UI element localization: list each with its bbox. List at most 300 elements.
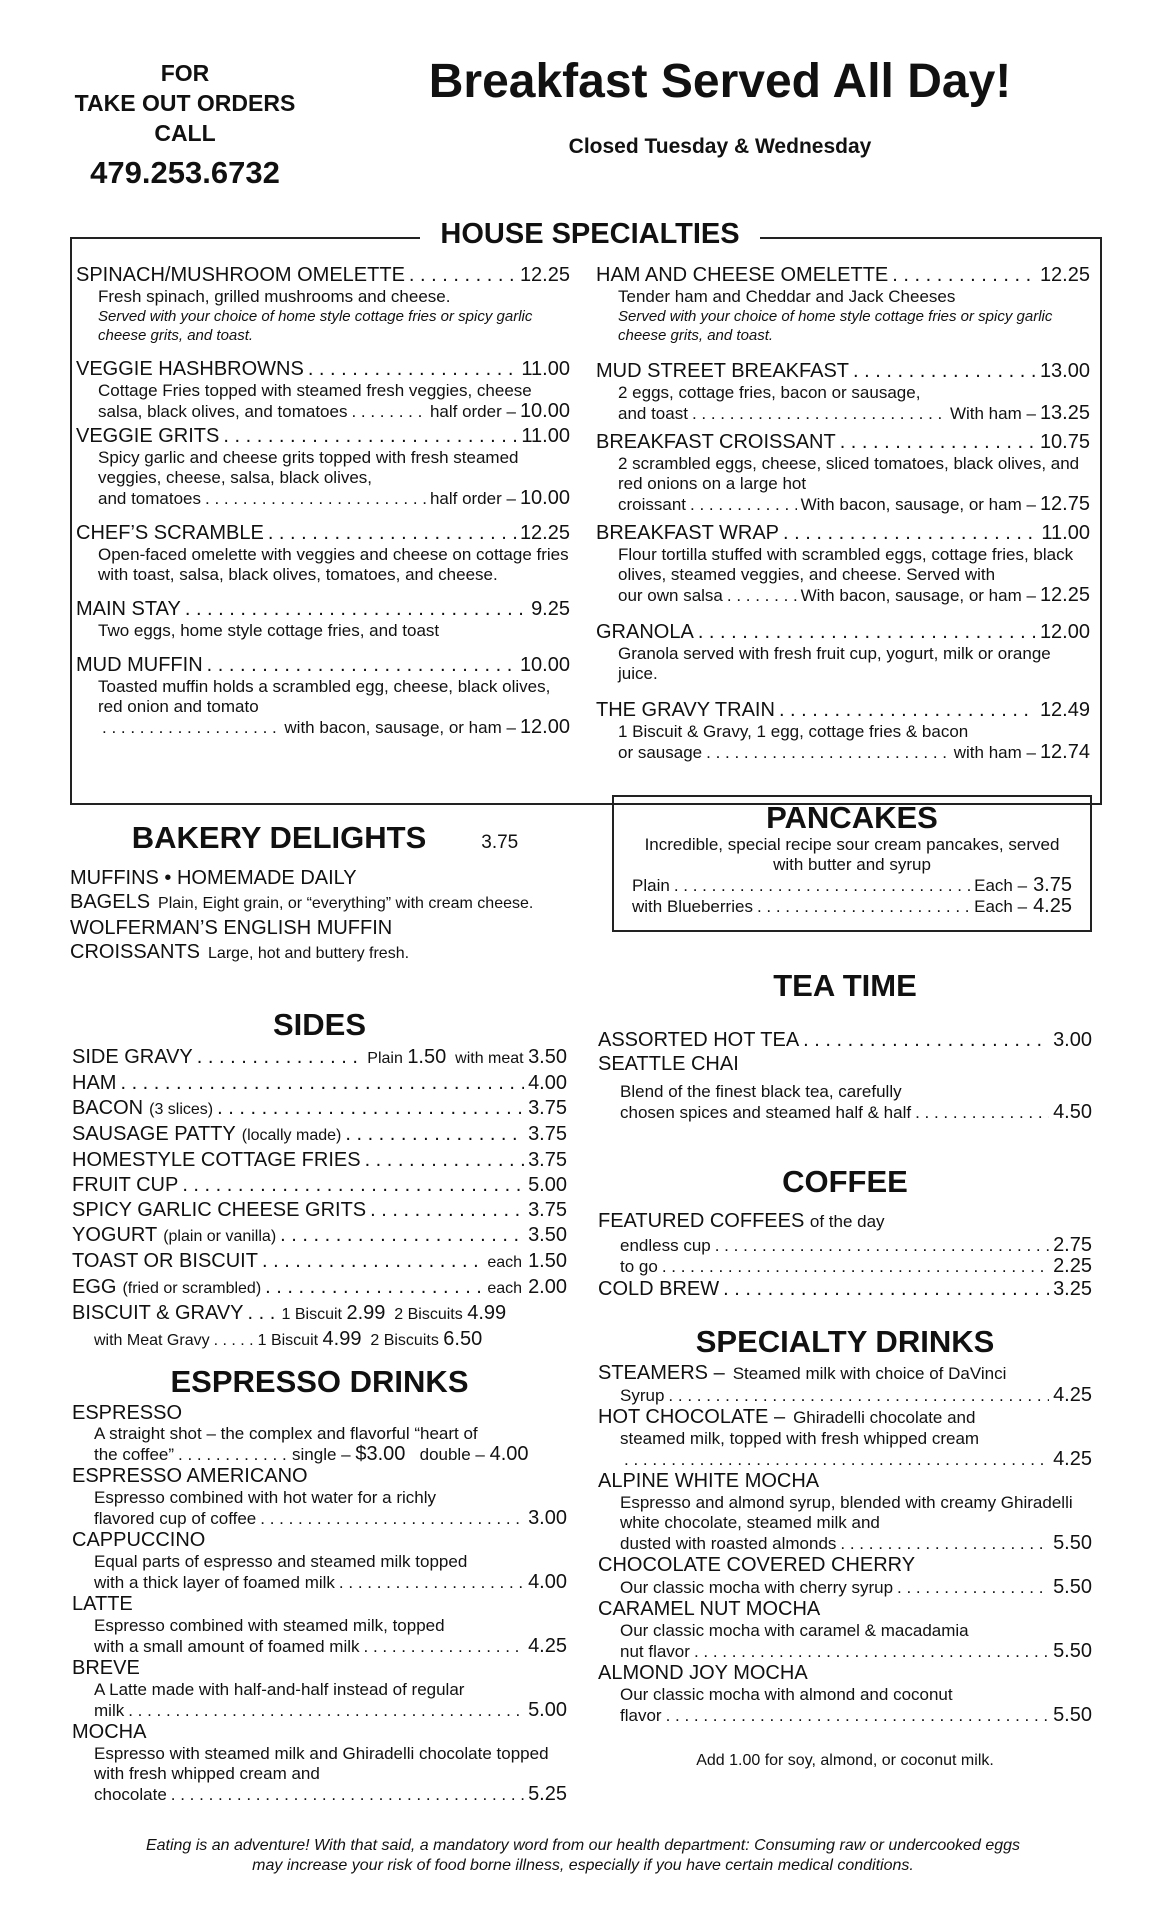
leader-dots (779, 698, 1036, 722)
side-gravy-meat-label: with meat (455, 1050, 524, 1067)
hot-tea-row (598, 1028, 1092, 1052)
specialty-drink-name: ALPINE WHITE MOCHA (598, 1470, 820, 1492)
leader-dots (223, 424, 517, 448)
espresso-drink-desc: Espresso combined with hot water for a richly (94, 1488, 437, 1507)
leader-dots (370, 1198, 524, 1223)
bakery-title: BAKERY DELIGHTS (131, 820, 427, 855)
menu-item (76, 521, 570, 585)
side-price: 1.50 (528, 1250, 567, 1272)
leader-dots (265, 1275, 483, 1300)
takeout-info (60, 58, 310, 192)
side-name (72, 1173, 178, 1198)
pancake-row (632, 896, 1072, 917)
specialty-drink (598, 1362, 1092, 1406)
bakery-item (70, 916, 580, 940)
menu-item (76, 424, 570, 509)
side-gravy-plain-price: 1.50 (407, 1046, 447, 1068)
chai-desc1: Blend of the finest black tea, carefully (620, 1082, 902, 1101)
specialty-drink-price-row (598, 1449, 1092, 1470)
option-text: With ham – (949, 404, 1036, 423)
leader-dots (409, 263, 516, 287)
cold-brew-price: 3.25 (1053, 1278, 1092, 1300)
side-qualifier: (plain or vanilla) (163, 1228, 277, 1245)
leader-dots (666, 1705, 1049, 1726)
featured-coffee-qual: of the day (809, 1212, 885, 1231)
option-price: 12.00 (519, 716, 570, 738)
leader-dots (262, 1249, 483, 1274)
menu-item-desc: Granola served with fresh fruit cup, yogurt, milk or orange juice. (618, 644, 1051, 683)
coffee-section (598, 1162, 1092, 1301)
specialty-drink-price-row (598, 1577, 1092, 1598)
option-label: and tomatoes (98, 489, 202, 508)
leader-dots (840, 1533, 1049, 1554)
bakery-item-detail: Large, hot and buttery fresh. (208, 945, 410, 962)
leader-dots (624, 1449, 1049, 1470)
side-name-text: BACON (72, 1097, 144, 1119)
option-price: 10.00 (519, 400, 570, 422)
espresso-drink-desc2: chocolate (94, 1785, 167, 1804)
espresso-drink-price-row (72, 1700, 567, 1721)
side-row (72, 1096, 567, 1122)
leader-dots (692, 403, 946, 424)
specialty-drink (598, 1470, 1092, 1554)
biscuit-one-label: 1 Biscuit (281, 1306, 342, 1323)
specialty-drink-name: HOT CHOCOLATE – (598, 1406, 786, 1428)
side-each: each (487, 1280, 523, 1297)
menu-item-desc: 2 eggs, cottage fries, bacon or sausage, (618, 383, 921, 402)
espresso-desc2: the coffee” (94, 1445, 175, 1464)
menu-item (76, 653, 570, 738)
espresso-single-label: single – (292, 1445, 351, 1464)
option-text: with ham – (953, 743, 1036, 762)
side-name-text: FRUIT CUP (72, 1174, 179, 1196)
meat-gravy-one-label: 1 Biscuit (257, 1332, 319, 1349)
specialty-drink-price: 4.25 (1053, 1384, 1092, 1406)
to-go-price: 2.25 (1053, 1255, 1092, 1277)
specialty-drink-price-row (598, 1385, 1092, 1406)
hot-tea-name: ASSORTED HOT TEA (598, 1029, 800, 1051)
endless-cup-price: 2.75 (1053, 1234, 1092, 1256)
specialty-drink-desc: Our classic mocha with caramel & macadamia (620, 1621, 969, 1640)
espresso-drink-price: 4.00 (528, 1571, 567, 1593)
specialty-drink-desc: Espresso and almond syrup, blended with creamy Ghiradelli white chocolate, steamed milk and (620, 1493, 1073, 1532)
menu-item (596, 521, 1090, 606)
menu-item-name: THE GRAVY TRAIN (596, 699, 775, 721)
meat-gravy-one-price: 4.99 (322, 1328, 362, 1350)
specialty-drink-price-row (598, 1705, 1092, 1726)
menu-item-desc: 2 scrambled eggs, cheese, sliced tomatoes, black olives, and red onions on a large hot (618, 454, 1080, 493)
menu-item-note: Served with your choice of home style cottage fries or spicy garlic cheese grits, and toast. (98, 308, 533, 344)
specialty-drink (598, 1662, 1092, 1726)
leader-dots (364, 1636, 525, 1657)
side-price: 3.75 (528, 1149, 567, 1171)
side-name-text: HAM (72, 1072, 117, 1094)
endless-cup-name: endless cup (620, 1236, 711, 1255)
side-name-text: YOGURT (72, 1224, 158, 1246)
side-row (72, 1223, 567, 1249)
specialty-drink-name: CARAMEL NUT MOCHA (598, 1598, 821, 1620)
specialty-list (598, 1362, 1092, 1726)
house-right-column (596, 263, 1090, 763)
bakery-list (70, 866, 580, 966)
specialty-drink-desc: steamed milk, topped with fresh whipped cream (620, 1429, 980, 1448)
espresso-drink-price-row (72, 1784, 567, 1805)
side-price: 3.75 (528, 1097, 567, 1119)
bakery-price: 3.75 (481, 832, 519, 853)
espresso-section (72, 1362, 567, 1805)
menu-item (76, 357, 570, 422)
menu-item-price: 13.00 (1039, 360, 1090, 382)
leader-dots (308, 357, 518, 381)
health-warning-line2: may increase your risk of food borne illness, especially if you have certain medical conditions. (252, 1857, 914, 1874)
menu-item-option (76, 488, 570, 509)
menu-item-note: Served with your choice of home style cottage fries or spicy garlic cheese grits, and toast. (618, 308, 1053, 344)
specialty-drink-inline: Steamed milk with choice of DaVinci (732, 1364, 1007, 1383)
specialty-drink-name: STEAMERS – (598, 1362, 725, 1384)
espresso-drink (72, 1593, 567, 1657)
chai-name: SEATTLE CHAI (598, 1053, 739, 1075)
leader-dots (365, 1148, 525, 1173)
pancake-list (632, 875, 1072, 917)
leader-dots (897, 1577, 1049, 1598)
option-price: 12.75 (1039, 493, 1090, 515)
specialty-drink-header (598, 1662, 1092, 1685)
side-name (72, 1198, 366, 1223)
option-price: 13.25 (1039, 402, 1090, 424)
side-name-text: TOAST OR BISCUIT (72, 1250, 258, 1272)
biscuit-gravy-name: BISCUIT & GRAVY (72, 1302, 244, 1324)
side-row (72, 1198, 567, 1223)
menu-item-desc: 1 Biscuit & Gravy, 1 egg, cottage fries & bacon (618, 722, 969, 741)
hot-tea-price: 3.00 (1053, 1029, 1092, 1051)
specialty-drink-name: ALMOND JOY MOCHA (598, 1662, 808, 1684)
menu-item-row (596, 698, 1090, 722)
menu-item (76, 263, 570, 345)
side-gravy-row (72, 1045, 567, 1071)
option-text: With bacon, sausage, or ham – (800, 586, 1036, 605)
side-qualifier: (3 slices) (149, 1101, 214, 1118)
espresso-drink-desc2: milk (94, 1701, 125, 1720)
specialty-drink-header (598, 1470, 1092, 1493)
menu-item-option (596, 585, 1090, 606)
specialty-drink-header (598, 1362, 1092, 1385)
leader-dots (757, 896, 970, 917)
option-label: or sausage (618, 743, 703, 762)
side-qualifier: (fried or scrambled) (122, 1280, 262, 1297)
specialty-drink-desc2: flavor (620, 1706, 662, 1725)
espresso-drink-desc2: flavored cup of coffee (94, 1509, 257, 1528)
espresso-list (72, 1465, 567, 1805)
phone-number[interactable]: 479.253.6732 (90, 155, 280, 190)
specialty-drink-header (598, 1554, 1092, 1577)
espresso-drink (72, 1721, 567, 1805)
menu-item (596, 620, 1090, 684)
specialty-drink-price: 5.50 (1053, 1704, 1092, 1726)
espresso-desc1: A straight shot – the complex and flavorful “heart of (94, 1424, 478, 1443)
side-price: 5.00 (528, 1174, 567, 1196)
espresso-drink (72, 1529, 567, 1593)
specialty-title: SPECIALTY DRINKS (695, 1324, 995, 1359)
side-gravy-plain-label: Plain (367, 1050, 403, 1067)
menu-item-name: VEGGIE HASHBROWNS (76, 358, 304, 380)
pancake-each: Each – (974, 876, 1028, 895)
pancake-name: with Blueberries (632, 897, 753, 916)
menu-item-price: 10.00 (519, 654, 570, 676)
biscuit-two-label: 2 Biscuits (394, 1306, 463, 1323)
specialty-drink-desc: Our classic mocha with almond and coconut (620, 1685, 953, 1704)
tea-section (598, 966, 1092, 1123)
side-row (72, 1071, 567, 1096)
meat-gravy-two-price: 6.50 (443, 1328, 483, 1350)
health-warning-line1: Eating is an adventure! With that said, a mandatory word from our health department: Consuming raw or undercooked eggs (145, 1837, 1021, 1854)
leader-dots (853, 359, 1036, 383)
leader-dots (783, 521, 1037, 545)
side-name (72, 1223, 276, 1249)
side-each: each (487, 1254, 523, 1271)
menu-item-desc: Spicy garlic and cheese grits topped with fresh steamed veggies, cheese, salsa, black olives, (98, 448, 519, 487)
bakery-item-name: MUFFINS • HOMEMADE DAILY (70, 867, 357, 889)
menu-item (596, 698, 1090, 763)
menu-item-row (76, 424, 570, 448)
pancake-row (632, 875, 1072, 896)
espresso-single-price: $3.00 (355, 1443, 406, 1465)
espresso-drink-name: MOCHA (72, 1721, 147, 1743)
menu-item-price: 10.75 (1039, 431, 1090, 453)
pancakes-desc: Incredible, special recipe sour cream pancakes, served with butter and syrup (644, 835, 1060, 874)
health-warning (40, 1836, 1126, 1876)
side-name-text: EGG (72, 1276, 117, 1298)
featured-coffee (598, 1208, 1092, 1235)
takeout-line2: TAKE OUT ORDERS (74, 90, 296, 116)
leader-dots (128, 1700, 524, 1721)
leader-dots (280, 1223, 524, 1248)
espresso-drink (72, 1465, 567, 1529)
leader-dots (694, 1641, 1049, 1662)
menu-item-price: 11.00 (521, 425, 570, 447)
menu-item-name: CHEF’S SCRAMBLE (76, 522, 264, 544)
specialty-drink (598, 1598, 1092, 1662)
leader-dots (727, 585, 797, 606)
biscuit-two-price: 4.99 (467, 1302, 507, 1324)
specialty-drink-price-row (598, 1533, 1092, 1554)
menu-item-desc: Cottage Fries topped with steamed fresh veggies, cheese (98, 381, 532, 400)
menu-item-desc: Open-faced omelette with veggies and cheese on cottage fries with toast, salsa, black olives, tomatoes, and cheese. (98, 545, 569, 584)
cold-brew-name: COLD BREW (598, 1278, 720, 1300)
leader-dots (171, 1784, 524, 1805)
leader-dots (102, 717, 280, 738)
side-price: 3.50 (528, 1224, 567, 1246)
espresso-double-price: 4.00 (489, 1443, 529, 1465)
bakery-item-name: CROISSANTS (70, 941, 201, 963)
menu-item (596, 359, 1090, 424)
bakery-item (70, 866, 580, 890)
menu-item-name: SPINACH/MUSHROOM OMELETTE (76, 264, 405, 286)
menu-item-name: BREAKFAST CROISSANT (596, 431, 836, 453)
menu-item-name: MUD STREET BREAKFAST (596, 360, 850, 382)
side-name-text: SPICY GARLIC CHEESE GRITS (72, 1199, 367, 1221)
sides-list (72, 1071, 567, 1301)
side-name-text: HOMESTYLE COTTAGE FRIES (72, 1149, 361, 1171)
menu-item-row (596, 620, 1090, 644)
menu-item-name: MAIN STAY (76, 598, 181, 620)
closed-days: Closed Tuesday & Wednesday (568, 135, 872, 158)
espresso-double-label: double – (419, 1445, 485, 1464)
espresso-drink-desc2: with a thick layer of foamed milk (94, 1573, 335, 1592)
side-gravy-name: SIDE GRAVY (72, 1046, 193, 1068)
pancakes-box (612, 795, 1092, 932)
specialty-drink-inline: Ghiradelli chocolate and (793, 1408, 976, 1427)
milk-note: Add 1.00 for soy, almond, or coconut milk. (696, 1752, 994, 1769)
menu-item-row (76, 597, 570, 621)
menu-item-row (596, 430, 1090, 454)
specialty-drink-desc2: dusted with roasted almonds (620, 1534, 837, 1553)
espresso-item (72, 1402, 567, 1465)
option-text: half order – (429, 402, 516, 421)
leader-dots (120, 1071, 524, 1096)
espresso-drink-name: BREVE (72, 1657, 140, 1679)
option-label: our own salsa (618, 586, 723, 605)
espresso-drink-price-row (72, 1636, 567, 1657)
pancake-price: 3.75 (1033, 874, 1072, 896)
menu-item-price: 11.00 (521, 358, 570, 380)
to-go-row (598, 1256, 1092, 1277)
menu-item-desc: Toasted muffin holds a scrambled egg, cheese, black olives, red onion and tomato (98, 677, 551, 716)
menu-item-price: 11.00 (1041, 522, 1090, 544)
leader-dots (840, 430, 1036, 454)
espresso-title: ESPRESSO DRINKS (170, 1364, 469, 1399)
bakery-item-name: WOLFERMAN’S ENGLISH MUFFIN (70, 917, 393, 939)
menu-item-row (596, 359, 1090, 383)
option-label: croissant (618, 495, 687, 514)
chai-desc2: chosen spices and steamed half & half (620, 1103, 912, 1122)
side-row (72, 1275, 567, 1301)
espresso-drink-desc: Espresso with steamed milk and Ghiradelli chocolate topped with fresh whipped cream and (94, 1744, 549, 1783)
menu-item (76, 597, 570, 641)
specialty-drink-price: 4.25 (1053, 1448, 1092, 1470)
menu-item-desc: Fresh spinach, grilled mushrooms and cheese. (98, 287, 451, 306)
specialty-drink-desc2: Syrup (620, 1386, 665, 1405)
side-row (72, 1148, 567, 1173)
menu-item-name: HAM AND CHEESE OMELETTE (596, 264, 889, 286)
side-row (72, 1173, 567, 1198)
side-row (72, 1249, 567, 1275)
bakery-section (70, 818, 580, 966)
menu-item-row (76, 263, 570, 287)
takeout-line3: CALL (154, 120, 216, 146)
bakery-item-detail: Plain, Eight grain, or “everything” with cream cheese. (158, 895, 534, 912)
menu-item-price: 12.49 (1039, 699, 1090, 721)
side-name (72, 1096, 213, 1122)
option-label: salsa, black olives, and tomatoes (98, 402, 348, 421)
featured-coffee-name: FEATURED COFFEES (598, 1210, 805, 1232)
menu-item-name: MUD MUFFIN (76, 654, 203, 676)
menu-item-price: 9.25 (531, 598, 570, 620)
leader-dots (185, 597, 527, 621)
espresso-drink-price: 5.25 (528, 1783, 567, 1805)
menu-item-price: 12.25 (519, 264, 570, 286)
espresso-drink (72, 1657, 567, 1721)
menu-item-desc: Tender ham and Cheddar and Jack Cheeses (618, 287, 956, 306)
side-gravy-meat-price: 3.50 (528, 1046, 567, 1068)
menu-item-name: VEGGIE GRITS (76, 425, 220, 447)
espresso-drink-price-row (72, 1572, 567, 1593)
menu-item (596, 263, 1090, 345)
to-go-name: to go (620, 1257, 658, 1276)
coffee-title: COFFEE (782, 1164, 908, 1199)
leader-dots (217, 1096, 524, 1121)
espresso-drink-desc: Equal parts of espresso and steamed milk topped (94, 1552, 468, 1571)
side-row (72, 1122, 567, 1148)
side-price: 3.75 (528, 1123, 567, 1145)
espresso-drink-price: 5.00 (528, 1699, 567, 1721)
chai-price: 4.50 (1053, 1101, 1092, 1123)
option-text: With bacon, sausage, or ham – (800, 495, 1036, 514)
menu-item-row (596, 521, 1090, 545)
menu-item-name: GRANOLA (596, 621, 694, 643)
leader-dots (674, 875, 970, 896)
leader-dots (339, 1572, 524, 1593)
specialty-drink-desc2: Our classic mocha with cherry syrup (620, 1578, 894, 1597)
menu-item-option (76, 401, 570, 422)
endless-cup-row (598, 1235, 1092, 1256)
espresso-drink-desc: A Latte made with half-and-half instead of regular (94, 1680, 465, 1699)
option-text: with bacon, sausage, or ham – (284, 718, 516, 737)
espresso-drink-price: 3.00 (528, 1507, 567, 1529)
leader-dots (668, 1385, 1049, 1406)
espresso-drink-name: ESPRESSO AMERICANO (72, 1465, 308, 1487)
specialty-drink-price: 5.50 (1053, 1640, 1092, 1662)
side-price: 4.00 (528, 1072, 567, 1094)
menu-item-price: 12.25 (1039, 264, 1090, 286)
pancake-each: Each – (974, 897, 1028, 916)
specialty-drink-price: 5.50 (1053, 1532, 1092, 1554)
leader-dots (345, 1122, 524, 1147)
side-qualifier: (locally made) (241, 1127, 342, 1144)
menu-item-option (596, 403, 1090, 424)
specialty-drink-price: 5.50 (1053, 1576, 1092, 1598)
page-title: Breakfast Served All Day! (428, 55, 1012, 108)
cold-brew-row (598, 1277, 1092, 1301)
specialty-drink-name: CHOCOLATE COVERED CHERRY (598, 1554, 916, 1576)
bakery-item (70, 940, 580, 966)
menu-item-row (76, 521, 570, 545)
pancake-price: 4.25 (1033, 895, 1072, 917)
specialty-drink-desc2: nut flavor (620, 1642, 690, 1661)
meat-gravy-name: with Meat Gravy (94, 1332, 210, 1349)
biscuit-one-price: 2.99 (346, 1302, 386, 1324)
specialty-drink (598, 1554, 1092, 1598)
sides-title: SIDES (272, 1007, 367, 1042)
leader-dots (268, 521, 516, 545)
leader-dots (892, 263, 1036, 287)
espresso-drink-name: CAPPUCCINO (72, 1529, 206, 1551)
bakery-item (70, 890, 580, 916)
side-name (72, 1275, 261, 1301)
option-label: and toast (618, 404, 688, 423)
biscuit-gravy-row (72, 1301, 567, 1327)
takeout-line1: FOR (160, 60, 210, 86)
leader-dots (260, 1508, 524, 1529)
menu-item-row (76, 357, 570, 381)
side-price: 3.75 (528, 1199, 567, 1221)
leader-dots (182, 1173, 524, 1198)
specialty-drink (598, 1406, 1092, 1470)
house-specialties-title: HOUSE SPECIALTIES (420, 214, 760, 254)
side-price: 2.00 (528, 1276, 567, 1298)
side-name (72, 1122, 341, 1148)
leader-dots (706, 742, 950, 763)
bakery-item-name: BAGELS (70, 891, 151, 913)
